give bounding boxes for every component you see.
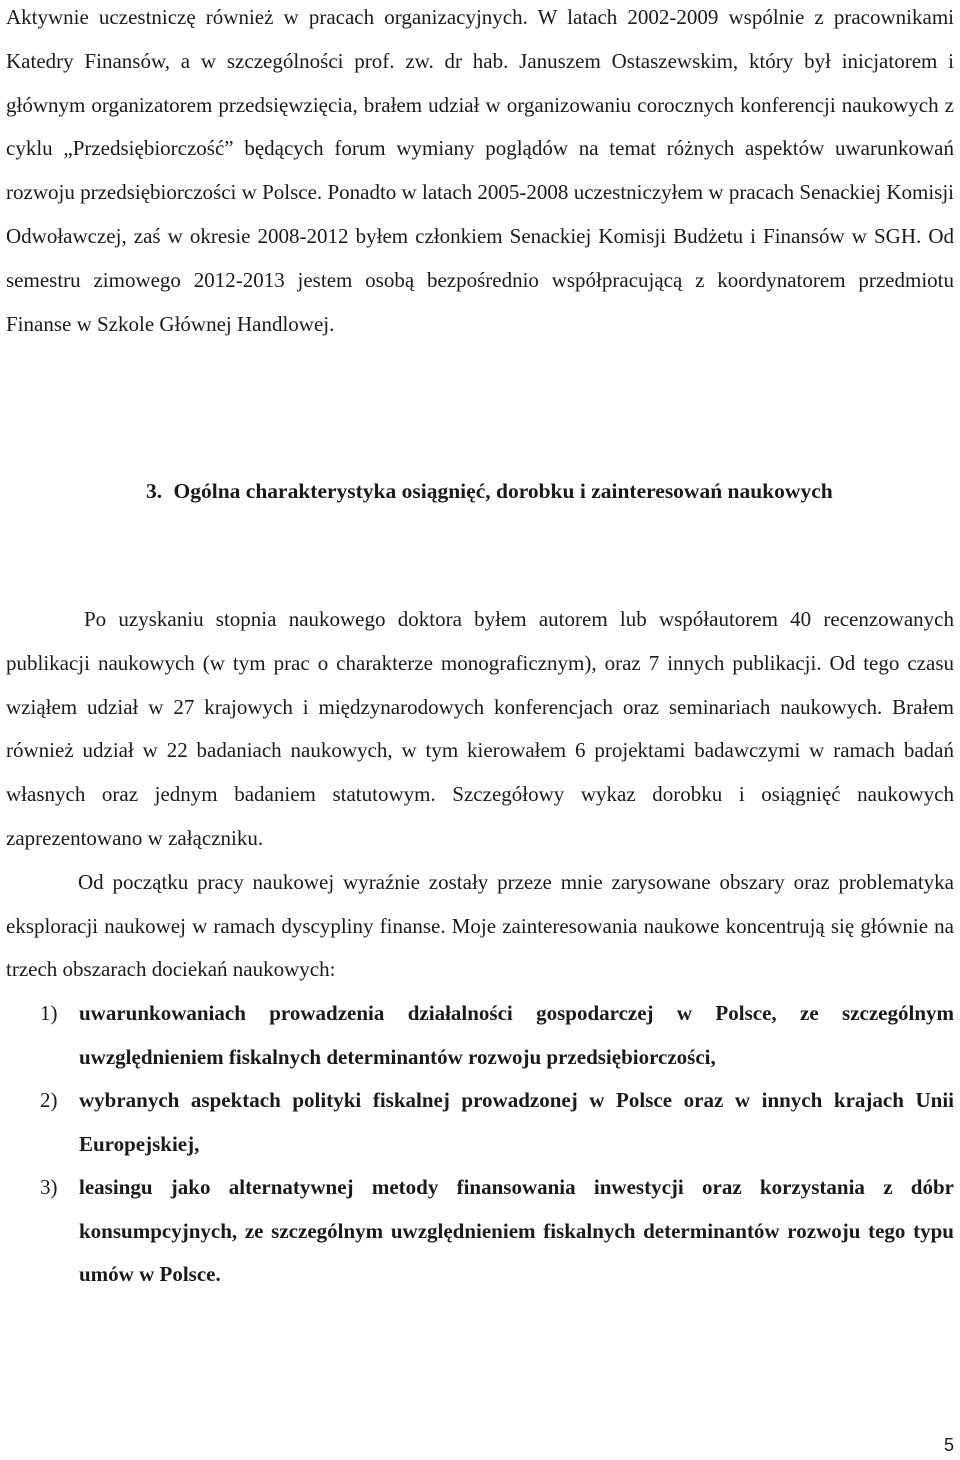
research-areas-list [6, 992, 954, 1297]
section-title: Ogólna charakterystyka osiągnięć, dorobku i zainteresowań naukowych [173, 479, 833, 503]
section-body [6, 598, 954, 1297]
list-item [6, 1166, 954, 1297]
list-item [6, 992, 954, 1079]
list-item-text: leasingu jako alternatywnej metody finansowania inwestycji oraz korzystania z dóbr konsumpcyjnych, ze szczególnym uwzględnieniem fiskalnych determinantów rozwoju tego typu umów w Polsce. [79, 1175, 954, 1287]
list-item [6, 1079, 954, 1166]
page-number: 5 [943, 1435, 954, 1455]
paragraph-research-areas-intro: Od początku pracy naukowej wyraźnie zostały przeze mnie zarysowane obszary oraz problematyka eksploracji naukowej w ramach dyscypliny finanse. Moje zainteresowania naukowe koncentrują się głównie na trzech obszarach dociekań naukowych: [6, 869, 954, 982]
paragraph-publications: Po uzyskaniu stopnia naukowego doktora byłem autorem lub współautorem 40 recenzowanych publikacji naukowych (w tym prac o charakterze monograficznym), oraz 7 innych publikacji. Od tego czasu wziąłem udział w 27 krajowych i międzynarodowych konferencjach oraz seminariach naukowych. Brałem również udział w 22 badaniach naukowych, w tym kierowałem 6 projektami badawczymi w ramach badań własnych oraz jednym badaniem statutowym. Szczegółowy wykaz dorobku i osiągnięć naukowych zaprezentowano w załączniku. [6, 607, 954, 850]
list-marker: 2) [40, 1088, 58, 1113]
section-heading [146, 470, 954, 513]
document-page [6, 0, 954, 346]
list-item-text: wybranych aspektach polityki fiskalnej prowadzonej w Polsce oraz w innych krajach Unii Europejskiej, [79, 1088, 954, 1156]
paragraph-organizational-work: Aktywnie uczestniczę również w pracach organizacyjnych. W latach 2002-2009 wspólnie z pracownikami Katedry Finansów, a w szczególności prof. zw. dr hab. Januszem Ostaszewskim, który był inicjatorem i głównym organizatorem przedsięwzięcia, brałem udział w organizowaniu corocznych konferencji naukowych z cyklu „Przedsiębiorczość” będących forum wymiany poglądów na temat różnych aspektów uwarunkowań rozwoju przedsiębiorczości w Polsce. Ponadto w latach 2005-2008 uczestniczyłem w pracach Senackiej Komisji Odwoławczej, zaś w okresie 2008-2012 byłem członkiem Senackiej Komisji Budżetu i Finansów w SGH. Od semestru zimowego 2012-2013 jestem osobą bezpośrednio współpracującą z koordynatorem przedmiotu Finanse w Szkole Głównej Handlowej. [6, 5, 954, 336]
list-marker: 3) [40, 1175, 58, 1200]
section-number: 3. [146, 479, 163, 503]
list-item-text: uwarunkowaniach prowadzenia działalności gospodarczej w Polsce, ze szczególnym uwzględnieniem fiskalnych determinantów rozwoju przedsiębiorczości, [79, 1001, 954, 1069]
list-marker: 1) [40, 1001, 58, 1026]
